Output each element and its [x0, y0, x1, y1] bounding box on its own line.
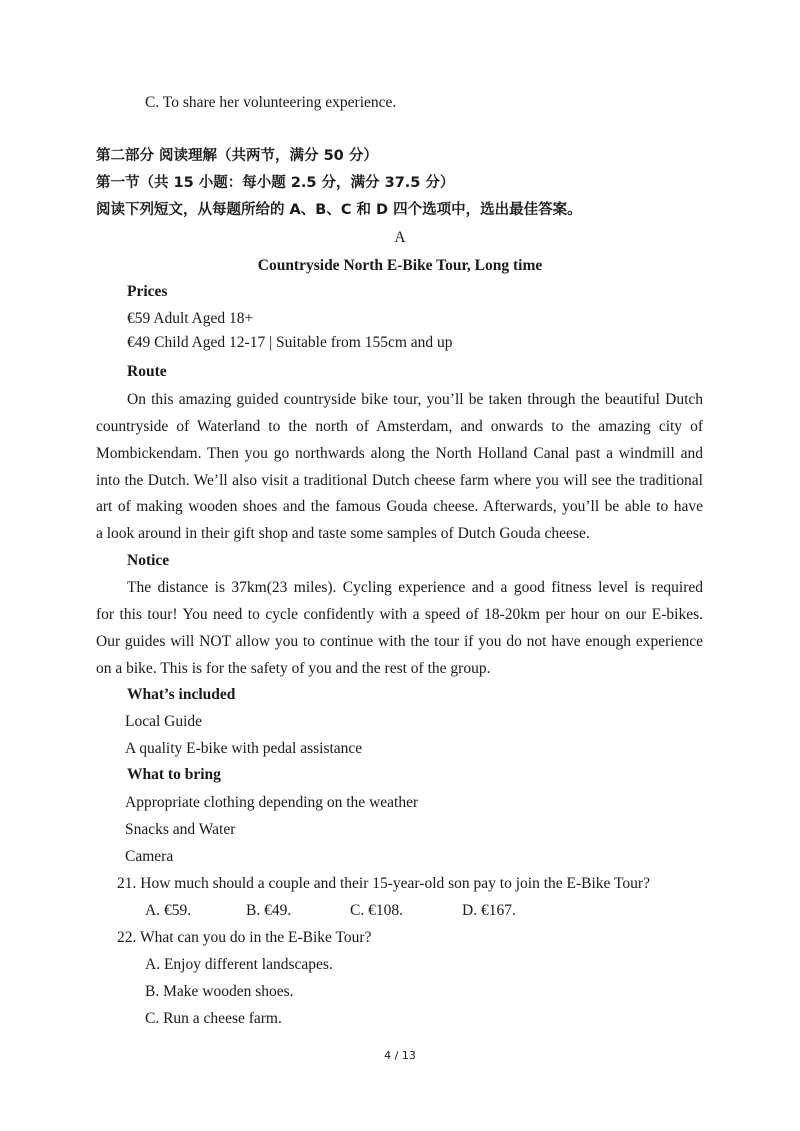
price-adult: €59 Adult Aged 18+	[127, 310, 254, 327]
included-item: Local Guide	[125, 713, 203, 730]
route-heading: Route	[127, 363, 167, 380]
question-21-option-d: D. €167.	[462, 902, 516, 919]
question-21-stem: 21. How much should a couple and their 15-year-old son pay to join the E-Bike Tour?	[117, 875, 650, 892]
notice-line: for this tour! You need to cycle confidently with a speed of 18-20km per hour on our E-bikes.	[96, 606, 703, 623]
included-item: A quality E-bike with pedal assistance	[125, 740, 363, 757]
route-line: On this amazing guided countryside bike tour, you’ll be taken through the beautiful Dutch	[127, 391, 703, 408]
notice-heading: Notice	[127, 552, 170, 569]
bring-item: Appropriate clothing depending on the weather	[125, 794, 419, 811]
passage-letter: A	[394, 229, 406, 246]
page-number: 4 / 13	[384, 1049, 416, 1062]
route-line: countryside of Waterland to the north of Amsterdam, and onwards to the amazing city of	[96, 418, 703, 435]
route-line: a look around in their gift shop and taste some samples of Dutch Gouda cheese.	[96, 525, 590, 542]
route-line: into the Dutch. We’ll also visit a traditional Dutch cheese farm where you will see the traditional	[96, 472, 703, 489]
route-line: Mombickendam. Then you go northwards along the North Holland Canal past a windmill and	[96, 445, 703, 462]
question-22-option-c: C. Run a cheese farm.	[145, 1010, 282, 1027]
passage-title: Countryside North E-Bike Tour, Long time	[257, 257, 543, 274]
notice-line: The distance is 37km(23 miles). Cycling experience and a good fitness level is required	[127, 579, 703, 596]
prices-heading: Prices	[127, 283, 168, 300]
previous-question-option: C. To share her volunteering experience.	[145, 94, 397, 111]
bring-item: Snacks and Water	[125, 821, 236, 838]
section1-header: 第一节（共 15 小题：每小题 2.5 分，满分 37.5 分）	[96, 175, 455, 191]
question-22-option-b: B. Make wooden shoes.	[145, 983, 294, 1000]
question-21-option-a: A. €59.	[145, 902, 192, 919]
question-21-option-c: C. €108.	[350, 902, 403, 919]
question-22-stem: 22. What can you do in the E-Bike Tour?	[117, 929, 372, 946]
instruction: 阅读下列短文，从每题所给的 A、B、C 和 D 四个选项中，选出最佳答案。	[96, 202, 582, 218]
bring-item: Camera	[125, 848, 174, 865]
question-22-option-a: A. Enjoy different landscapes.	[145, 956, 333, 973]
included-heading: What’s included	[127, 686, 236, 703]
price-child: €49 Child Aged 12-17 | Suitable from 155cm and up	[127, 334, 453, 351]
part2-header: 第二部分 阅读理解（共两节，满分 50 分）	[96, 148, 378, 164]
notice-line: Our guides will NOT allow you to continue with the tour if you do not have enough experience	[96, 633, 703, 650]
bring-heading: What to bring	[127, 766, 221, 783]
route-line: art of making wooden shoes and the famous Gouda cheese. Afterwards, you’ll be able to have	[96, 498, 703, 515]
notice-line: on a bike. This is for the safety of you and the rest of the group.	[96, 660, 491, 677]
question-21-option-b: B. €49.	[246, 902, 292, 919]
